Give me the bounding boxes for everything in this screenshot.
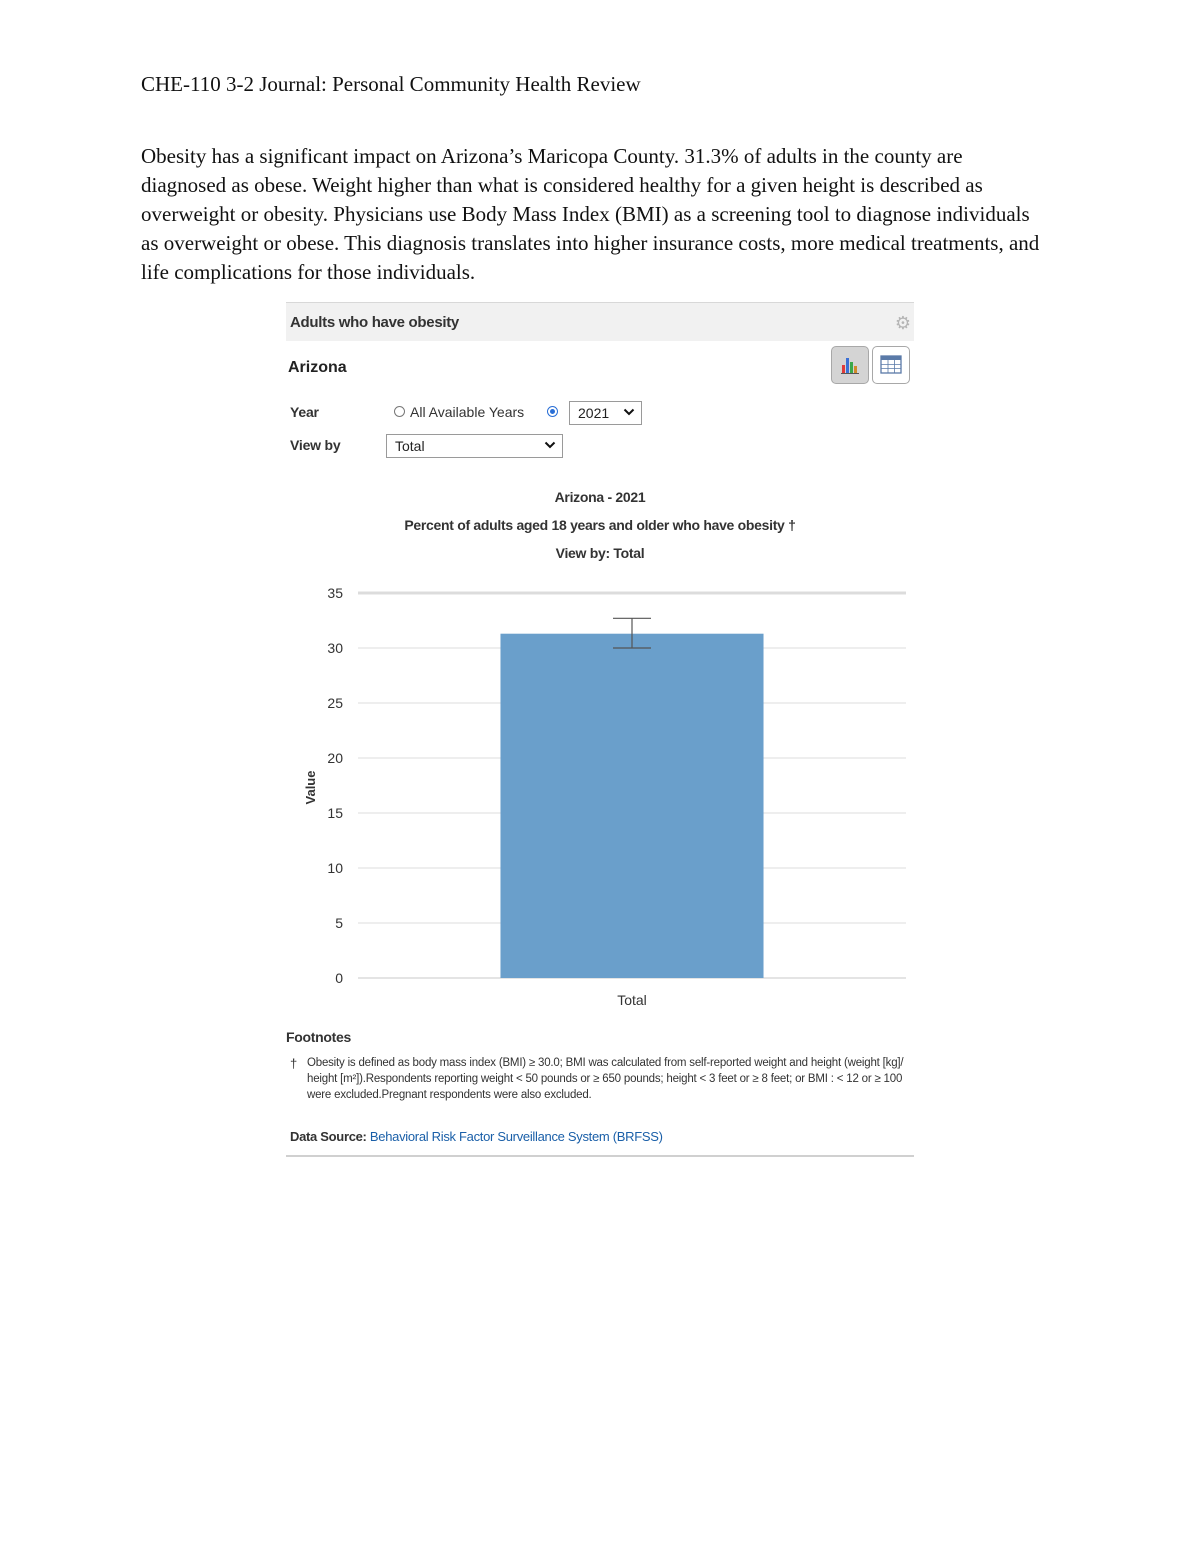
viewby-select-value: Total [395, 438, 425, 454]
chevron-down-icon [623, 405, 635, 419]
region-name: Arizona [288, 359, 347, 376]
footnotes-heading: Footnotes [286, 1029, 351, 1045]
bar-chart-icon [832, 347, 868, 383]
year-label: Year [290, 404, 319, 420]
chart-subtitle: Percent of adults aged 18 years and older who have obesity † [404, 517, 796, 533]
y-tick-label: 30 [327, 640, 343, 656]
year-select[interactable] [569, 401, 642, 425]
year-select-value: 2021 [578, 405, 610, 421]
x-tick-label: Total [617, 992, 647, 1008]
footnote-text: Obesity is defined as body mass index (BMI) ≥ 30.0; BMI was calculated from self-reported weight and height (weight [kg]/ height [m²]).Respondents reporting weight < 50 pounds or ≥ 650 pounds; height < 3 feet or ≥ 8 feet; or BMI : < 12 or ≥ 100 were excluded.Pregnant respondents were also excluded. [307, 1057, 904, 1101]
y-tick-label: 10 [327, 860, 343, 876]
chart-title: Arizona - 2021 [554, 489, 646, 505]
all-years-label[interactable]: All Available Years [410, 404, 525, 420]
single-year-radio[interactable] [547, 406, 558, 417]
bar-chart [286, 573, 914, 1013]
widget-header [286, 303, 914, 341]
y-tick-label: 35 [327, 585, 343, 601]
y-tick-label: 20 [327, 750, 343, 766]
y-axis-label: Value [303, 770, 318, 805]
data-source [290, 1129, 663, 1144]
bar [500, 634, 763, 978]
data-source-label: Data Source: [290, 1129, 367, 1144]
y-tick-label: 0 [335, 970, 343, 986]
document-paragraph: Obesity has a significant impact on Arizona’s Maricopa County. 31.3% of adults in the county are diagnosed as obese. Weight higher than what is considered healthy for a given height is described as overweight or obesity. Physicians use Body Mass Index (BMI) as a screening tool to diagnose individuals as overweight or obese. This diagnosis translates into higher insurance costs, more medical treatments, and life complications for those individuals. [141, 144, 1040, 284]
widget-header-title: Adults who have obesity [290, 314, 459, 331]
data-source-link[interactable]: Behavioral Risk Factor Surveillance System (BRFSS) [369, 1129, 663, 1144]
viewby-label: View by [290, 437, 341, 453]
obesity-data-widget [286, 302, 914, 1157]
document-title: CHE-110 3-2 Journal: Personal Community Health Review [141, 72, 641, 96]
chevron-down-icon [544, 438, 556, 452]
y-tick-label: 15 [327, 805, 343, 821]
y-tick-label: 5 [335, 915, 343, 931]
footnote-dagger: † [290, 1056, 298, 1071]
y-tick-label: 25 [327, 695, 343, 711]
table-view-button[interactable] [872, 346, 910, 384]
chart-view-button[interactable] [831, 346, 869, 384]
table-icon [873, 347, 909, 383]
chart-subtitle-viewby: View by: Total [555, 545, 645, 561]
viewby-select[interactable] [386, 434, 563, 458]
gear-icon[interactable]: ⚙ [894, 313, 912, 333]
all-years-radio[interactable] [394, 406, 405, 417]
